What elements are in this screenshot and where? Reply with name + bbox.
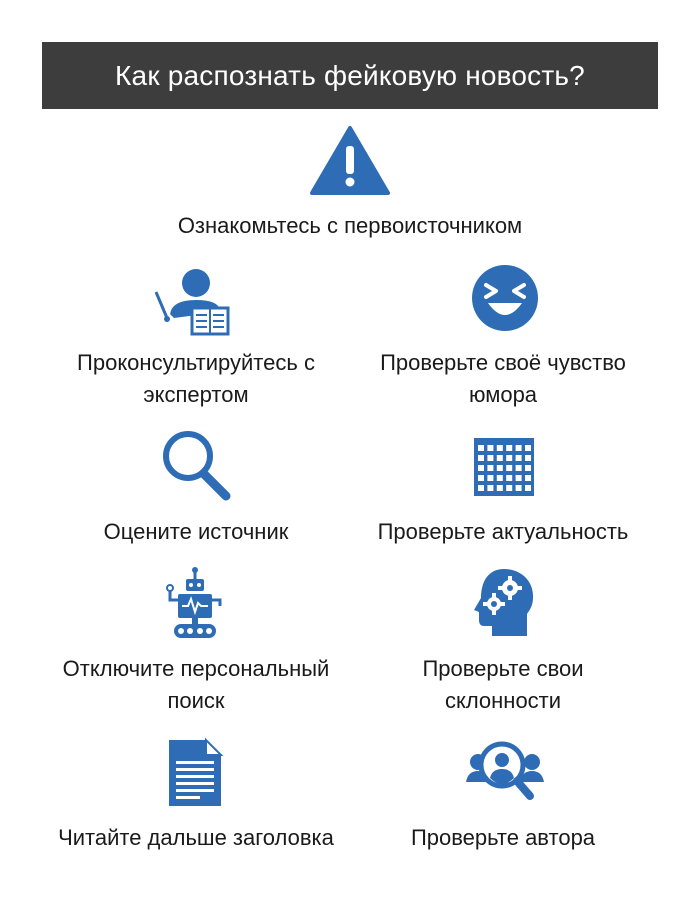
tip-label-expert: Проконсультируйтесь с экспертом xyxy=(77,350,315,407)
expert-teacher-icon xyxy=(152,266,232,338)
warning-icon xyxy=(310,126,390,196)
magnifier-icon xyxy=(160,428,234,504)
tip-label-biases: Проверьте свои склонности xyxy=(422,656,584,713)
head-gears-icon xyxy=(470,566,540,638)
robot-icon xyxy=(164,566,226,640)
tip-label-relevance: Проверьте актуальность xyxy=(377,519,629,544)
page-title-banner xyxy=(42,42,658,109)
page-title: Как распознать фейковую новость? xyxy=(115,59,585,91)
laughing-face-icon xyxy=(470,263,540,333)
tip-label-source: Ознакомьтесь с первоисточником xyxy=(177,213,523,238)
calendar-icon xyxy=(472,436,536,498)
tip-label-evaluate-source: Оцените источник xyxy=(103,519,289,544)
tip-label-humor: Проверьте своё чувство юмора xyxy=(380,350,626,407)
tip-label-personal-search: Отключите персональный поиск xyxy=(62,656,330,713)
tip-label-read-beyond-headline: Читайте дальше заголовка xyxy=(58,825,334,850)
document-icon xyxy=(166,737,224,809)
people-search-icon xyxy=(464,740,546,804)
tip-label-check-author: Проверьте автора xyxy=(410,825,596,850)
